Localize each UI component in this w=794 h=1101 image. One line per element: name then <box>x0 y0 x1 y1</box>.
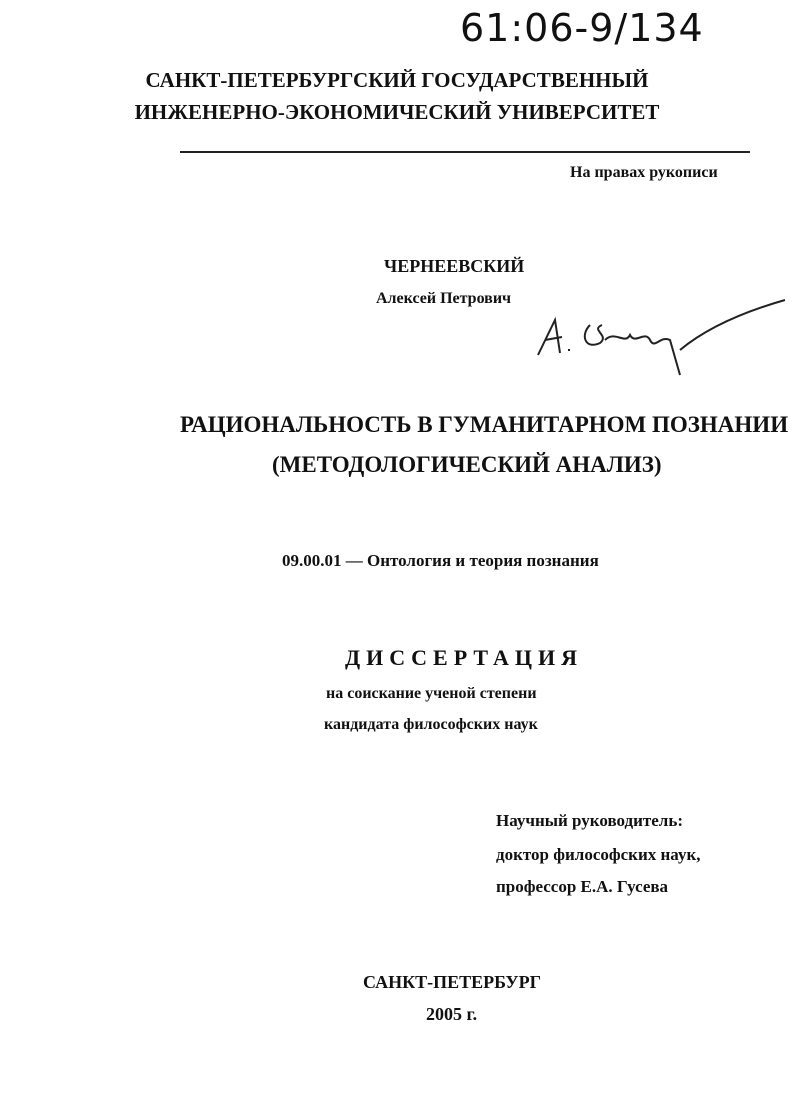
supervisor-label: Научный руководитель: <box>496 811 683 830</box>
supervisor-degree: доктор философских наук, <box>496 845 701 864</box>
year: 2005 г. <box>426 1004 478 1024</box>
title-line-1: РАЦИОНАЛЬНОСТЬ В ГУМАНИТАРНОМ ПОЗНАНИИ <box>180 412 789 437</box>
title-line-2: (МЕТОДОЛОГИЧЕСКИЙ АНАЛИЗ) <box>272 452 662 477</box>
degree-line-1: на соискание ученой степени <box>326 685 537 702</box>
university-line-2: ИНЖЕНЕРНО-ЭКОНОМИЧЕСКИЙ УНИВЕРСИТЕТ <box>134 100 660 124</box>
doc-type: ДИССЕРТАЦИЯ <box>345 645 583 670</box>
manuscript-note: На правах рукописи <box>570 164 718 181</box>
city: САНКТ-ПЕТЕРБУРГ <box>363 972 542 992</box>
signature <box>530 295 790 395</box>
divider <box>180 151 750 153</box>
specialty: 09.00.01 — Онтология и теория познания <box>282 551 599 570</box>
university-line-1: САНКТ-ПЕТЕРБУРГСКИЙ ГОСУДАРСТВЕННЫЙ <box>145 68 649 92</box>
degree-line-2: кандидата философских наук <box>324 716 538 733</box>
archive-number: 61:06-9/134 <box>460 6 704 50</box>
supervisor-name: профессор Е.А. Гусева <box>496 877 669 896</box>
author-surname: ЧЕРНЕЕВСКИЙ <box>384 256 525 276</box>
author-name: Алексей Петрович <box>376 290 512 307</box>
